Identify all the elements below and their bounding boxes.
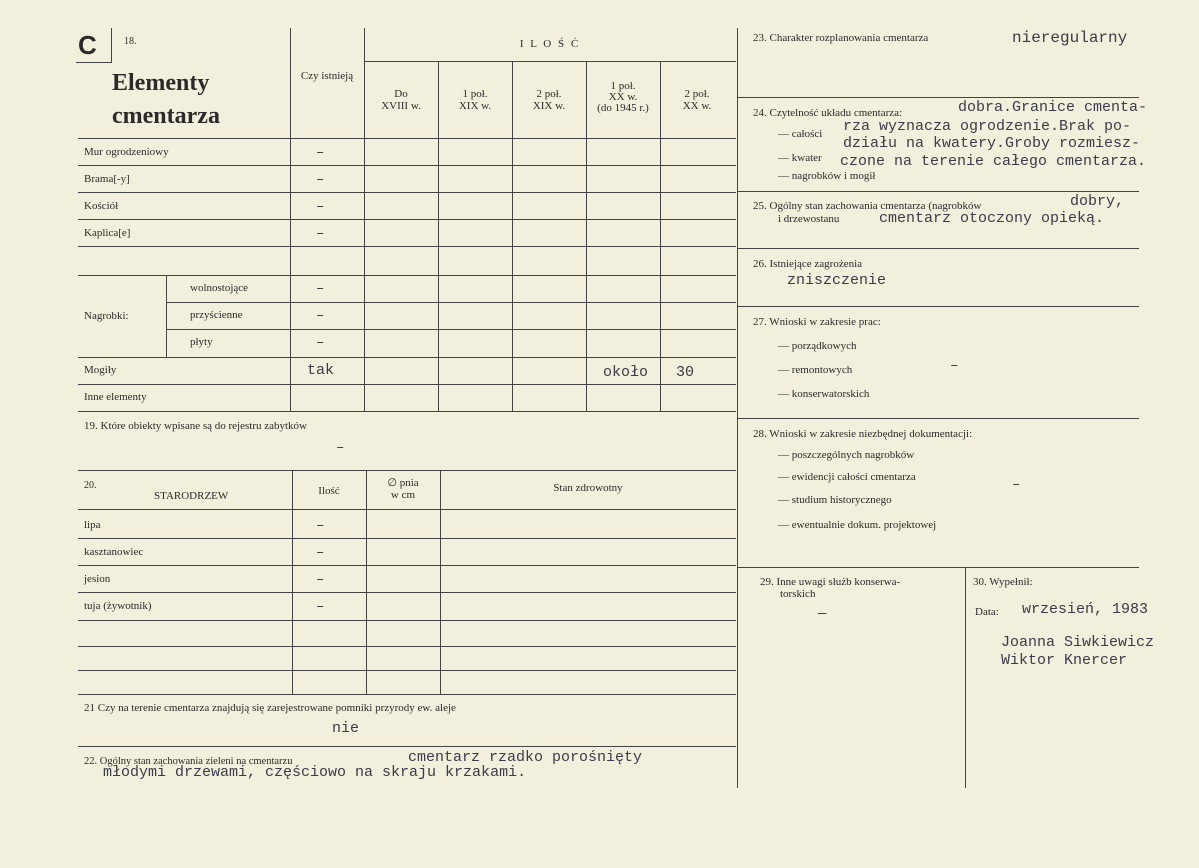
section-18-number: 18.	[124, 36, 137, 47]
section-25-label: i drzewostanu	[778, 213, 840, 225]
tree-name: jesion	[84, 573, 111, 585]
section-25-value: cmentarz otoczony opieką.	[879, 210, 1105, 227]
period-header: 2 poł. XX w.	[682, 88, 712, 112]
tree-qty: –	[316, 572, 325, 588]
row-label: wolnostojące	[190, 282, 249, 294]
tree-name: lipa	[84, 519, 101, 531]
section-letter: C	[78, 30, 97, 60]
section-24-value: dobra.Granice cmenta-	[958, 99, 1148, 116]
section-21-label: 21 Czy na terenie cmentarza znajdują się zarejestrowane pomniki przyrody ew. aleje	[84, 702, 456, 714]
section-27-value: –	[950, 358, 959, 374]
tree-name: tuja (żywotnik)	[84, 600, 152, 612]
section-26-label: 26. Istniejące zagrożenia	[753, 258, 863, 270]
row-exists: –	[316, 172, 325, 188]
section-27-item: — porządkowych	[778, 340, 857, 352]
inne-label: Inne elementy	[84, 391, 147, 403]
section-24-sub: — nagrobków i mogił	[778, 170, 876, 182]
row-label: Kaplica[e]	[84, 227, 131, 239]
row-label: przyścienne	[190, 309, 243, 321]
date-value: wrzesień, 1983	[1022, 601, 1149, 618]
period-header: 1 poł. XIX w.	[458, 88, 492, 112]
tree-qty: –	[316, 599, 325, 615]
filled-by-name: Wiktor Knercer	[1001, 652, 1128, 669]
section-20-number: 20.	[84, 480, 97, 491]
row-exists: –	[316, 226, 325, 242]
section-22-label: 22. Ogólny stan zachowania zieleni na cmentarzu	[84, 756, 293, 767]
period-header: 1 poł. XX w. (do 1945 r.)	[597, 80, 649, 114]
period-header: 2 poł. XIX w.	[532, 88, 566, 112]
tree-name: kasztanowiec	[84, 546, 144, 558]
section-25-value: dobry,	[1070, 193, 1125, 210]
date-label: Data:	[975, 606, 999, 618]
section-24-value: rza wyznacza ogrodzenie.Brak po-	[843, 118, 1132, 135]
row-label: Brama[-y]	[84, 173, 130, 185]
section-25-label: 25. Ogólny stan zachowania cmentarza (nagrobków	[753, 200, 982, 212]
section-28-label: 28. Wnioski w zakresie niezbędnej dokumentacji:	[753, 428, 973, 440]
elements-title-line2: cmentarza	[112, 103, 220, 129]
diameter-header: ∅ pnia w cm	[387, 477, 419, 501]
row-exists: –	[316, 281, 325, 297]
row-label: Mur ogrodzeniowy	[84, 146, 169, 158]
mogily-label: Mogiły	[84, 364, 117, 376]
section-22-value-line1: cmentarz rzadko porośnięty	[408, 749, 643, 766]
qty-header: Ilość	[318, 485, 340, 497]
section-19-label: 19. Które obiekty wpisane są do rejestru zabytków	[84, 420, 307, 432]
exists-column-header: Czy istnieją	[300, 70, 354, 82]
trees-header: STARODRZEW	[154, 490, 229, 502]
row-exists: –	[316, 335, 325, 351]
section-24-value: działu na kwatery.Groby rozmiesz-	[843, 135, 1141, 152]
section-26-value: zniszczenie	[787, 272, 887, 289]
mogily-amount-value: 30	[676, 364, 695, 381]
row-exists: –	[316, 199, 325, 215]
row-exists: –	[316, 145, 325, 161]
section-28-item: — ewidencji całości cmentarza	[778, 471, 916, 483]
section-29-label: 29. Inne uwagi służb konserwa-	[760, 576, 901, 588]
section-28-item: — ewentualnie dokum. projektowej	[778, 519, 937, 531]
row-exists: –	[316, 308, 325, 324]
section-29-label: torskich	[780, 588, 816, 600]
tree-qty: –	[316, 518, 325, 534]
elements-title-line1: Elementy	[112, 70, 210, 96]
section-30-label: 30. Wypełnił:	[973, 576, 1033, 588]
mogily-exists-value: tak	[307, 362, 335, 379]
section-29-value: —	[818, 606, 827, 622]
period-header: Do XVIII w.	[381, 88, 421, 112]
section-22-value-line2: młodymi drzewami, częściowo na skraju krzakami.	[103, 764, 527, 781]
nagrobki-label: Nagrobki:	[84, 310, 129, 322]
section-27-label: 27. Wnioski w zakresie prac:	[753, 316, 881, 328]
section-21-value: nie	[332, 720, 360, 737]
section-27-item: — remontowych	[778, 364, 853, 376]
health-header: Stan zdrowotny	[553, 482, 623, 494]
mogily-amount-word: około	[603, 364, 649, 381]
section-28-value: –	[1012, 477, 1021, 493]
section-24-value: czone na terenie całego cmentarza.	[840, 153, 1147, 170]
row-label: płyty	[190, 336, 213, 348]
tree-qty: –	[316, 545, 325, 561]
section-27-item: — konserwatorskich	[778, 388, 870, 400]
section-24-sub: — całości	[778, 128, 823, 140]
section-24-sub: — kwater	[778, 152, 822, 164]
section-28-item: — studium historycznego	[778, 494, 892, 506]
section-28-item: — poszczególnych nagrobków	[778, 449, 915, 461]
amount-column-header: I L O Ś Ć	[519, 38, 581, 50]
section-23-value: nieregularny	[1012, 29, 1128, 47]
section-24-label: 24. Czytelność układu cmentarza:	[753, 107, 903, 119]
row-label: Kościół	[84, 200, 119, 212]
filled-by-name: Joanna Siwkiewicz	[1001, 634, 1155, 651]
section-19-value: –	[336, 440, 345, 456]
section-23-label: 23. Charakter rozplanowania cmentarza	[753, 32, 929, 44]
